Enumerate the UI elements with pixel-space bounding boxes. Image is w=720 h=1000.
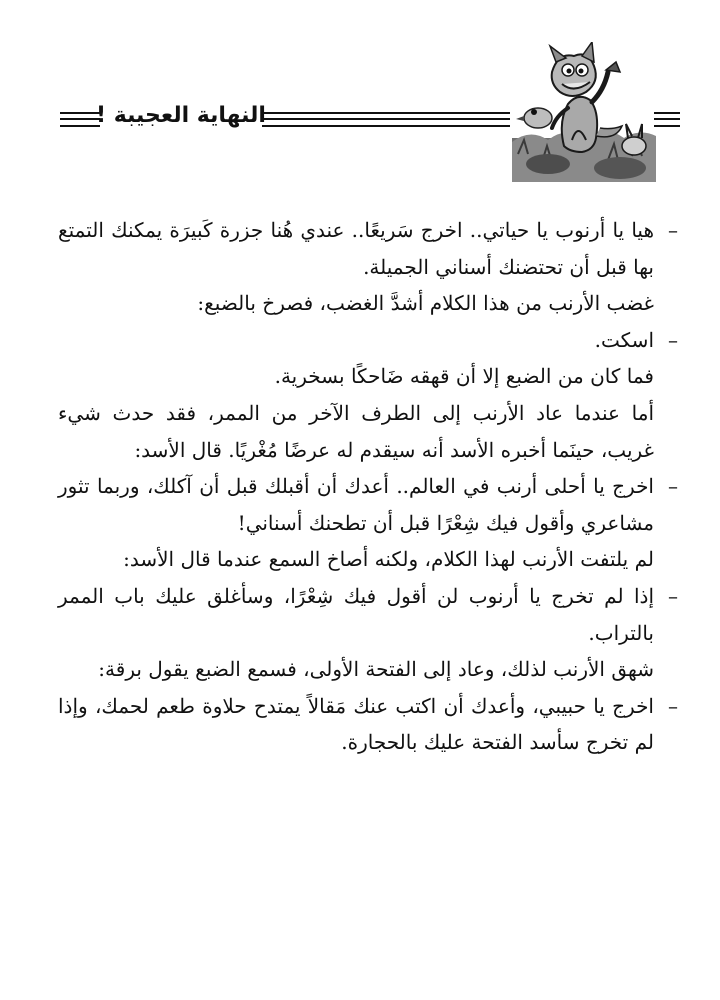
dialogue-paragraph [58,688,678,761]
dialogue-text: هيا يا أرنوب يا حياتي.. اخرج سَريعًا.. عندي هُنا جزرة كَبيرَة يمكنك التمتع بها قبل أن تحتضنك أسناني الجميلة. [58,218,654,279]
dialogue-paragraph [58,468,678,541]
title-rule-far-right [654,112,680,127]
dialogue-paragraph [58,578,678,651]
narration-paragraph: أما عندما عاد الأرنب إلى الطرف الآخر من الممر، فقد حدث شيء غريب، حينَما أخبره الأسد أنه سيقدم له عرضًا مُغْريًا. قال الأسد: [58,400,654,462]
dialogue-paragraph [58,212,678,285]
dialogue-text: اخرج يا أحلى أرنب في العالم.. أعدك أن أقبلك قبل أن آكلك، وربما تثور مشاعري وأقول فيك شِعْرًا قبل أن تطحنك أسناني! [58,474,654,535]
narration-paragraph: فما كان من الضبع إلا أن قهقه ضَاحكًا بسخرية. [274,364,654,389]
narration-paragraph: شهق الأرنب لذلك، وعاد إلى الفتحة الأولى، فسمع الضبع يقول برقة: [98,657,654,682]
dialogue-dash: – [668,218,678,242]
dialogue-dash: – [668,583,678,608]
dialogue-dash: – [668,327,678,352]
dialogue-text: إذا لم تخرج يا أرنوب لن أقول فيك شِعْرًا، وسأغلق عليك باب الممر بالتراب. [58,583,654,645]
chapter-title: النهاية العجيبة ! [96,103,266,128]
dialogue-dash: – [668,474,678,499]
title-rule-left [60,112,100,127]
story-text [58,212,678,761]
dialogue-paragraph [58,322,678,359]
title-rule-right [262,112,510,127]
narration-paragraph: لم يلتفت الأرنب لهذا الكلام، ولكنه أصاخ السمع عندما قال الأسد: [123,547,654,572]
hyena-cartoon-illustration [512,42,656,182]
dialogue-text: اسكت. [594,327,654,352]
dialogue-dash: – [668,693,678,718]
narration-paragraph: غضب الأرنب من هذا الكلام أشدَّ الغضب، فصرخ بالضبع: [197,291,654,316]
dialogue-text: اخرج يا حبيبي، وأعدك أن اكتب عنك مَقالاً يمتدح حلاوة طعم لحمك، وإذا لم تخرج سأسد الفتحة عليك بالحجارة. [58,693,654,755]
